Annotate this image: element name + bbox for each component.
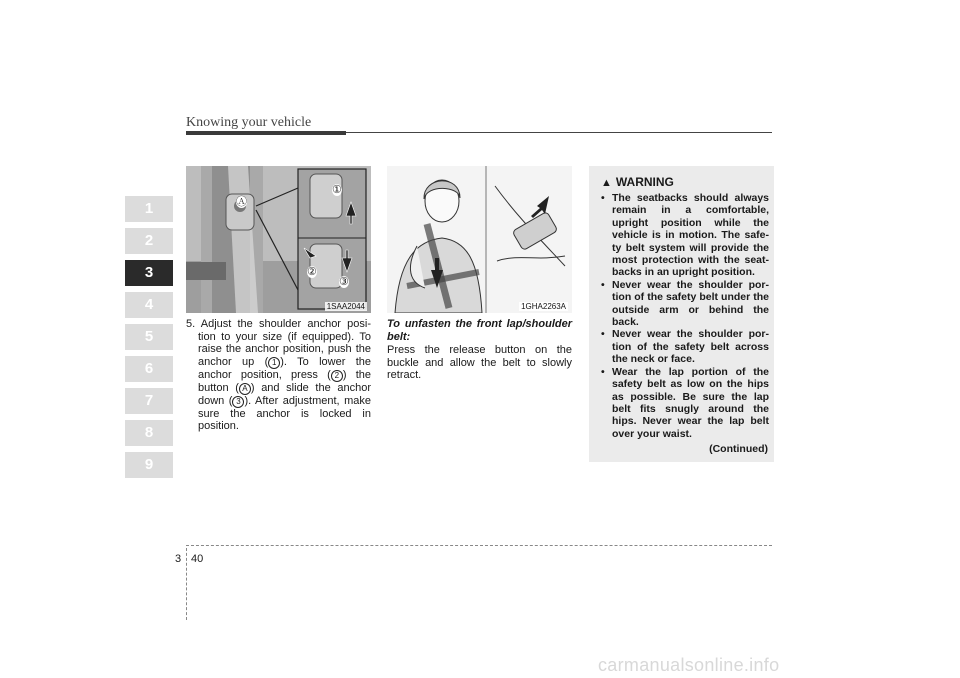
warning-list: [601, 192, 769, 440]
footer-rule: [186, 545, 772, 546]
circled-number-icon: 3: [232, 396, 244, 408]
warning-item: • Wear the lap portion of the safety belt as low on the hips as possible. Be sure the lap belt fits snugly around the hips. Never wear the lap belt over your waist.: [601, 366, 769, 440]
section-heading: To unfasten the front lap/shoulder belt:: [387, 318, 572, 343]
chapter-tab-4[interactable]: 4: [125, 292, 173, 318]
chapter-tab-9[interactable]: 9: [125, 452, 173, 478]
chapter-tab-7[interactable]: 7: [125, 388, 173, 414]
warning-item: • The seatbacks should always remain in a comfortable, upright position while the vehicle is in motion. The safe-ty belt system will provide the most protection with the seat-backs in an upright position.: [601, 192, 769, 279]
unfasten-belt-figure: [387, 166, 572, 313]
figure-code: 1GHA2263A: [521, 302, 566, 311]
unfasten-belt-illustration: [387, 166, 572, 313]
chapter-tab-8[interactable]: 8: [125, 420, 173, 446]
warning-triangle-icon: ▲: [601, 177, 612, 189]
warning-item: • Never wear the shoulder por-tion of the safety belt under the outside arm or behind the back.: [601, 279, 769, 329]
chapter-tabs: [125, 196, 173, 484]
chapter-tab-3[interactable]: 3: [125, 260, 173, 286]
figure-code: 1SAA2044: [326, 302, 365, 311]
footer-divider: [186, 548, 187, 620]
section-body: Press the release button on the buckle and allow the belt to slowly retract.: [387, 344, 572, 382]
shoulder-anchor-figure: [186, 166, 371, 313]
circled-letter-icon: A: [239, 383, 251, 395]
footer-page-number: 40: [191, 553, 204, 565]
shoulder-anchor-illustration: [186, 166, 371, 313]
warning-header: [601, 175, 674, 189]
chapter-tab-1[interactable]: 1: [125, 196, 173, 222]
circled-number-icon: 2: [331, 370, 343, 382]
unfasten-section: [387, 318, 572, 382]
warning-box: [589, 166, 774, 462]
chapter-tab-6[interactable]: 6: [125, 356, 173, 382]
step-5-text: 5. Adjust the shoulder anchor posi-tion to your size (if equipped). To raise the anchor position, push the anchor up ( 1 ). To lower the anchor position, press ( 2 ) the button ( A ) and slide the anchor down ( 3 ). After adjustment, make sure the anchor is locked in position.: [186, 318, 371, 433]
callout-1-icon: ①: [332, 184, 342, 196]
chapter-tab-5[interactable]: 5: [125, 324, 173, 350]
warning-title: WARNING: [615, 175, 674, 189]
chapter-tab-2[interactable]: 2: [125, 228, 173, 254]
callout-a-icon: Ⓐ: [236, 196, 247, 208]
footer-chapter-number: 3: [175, 553, 182, 565]
callout-3-icon: ③: [339, 276, 349, 288]
circled-number-icon: 1: [268, 357, 280, 369]
header-bar: [186, 131, 346, 135]
continued-label: (Continued): [709, 443, 768, 455]
callout-2-icon: ②: [307, 266, 317, 278]
header-title: Knowing your vehicle: [186, 115, 312, 130]
warning-item: • Never wear the shoulder por-tion of the safety belt across the neck or face.: [601, 328, 769, 365]
watermark: carmanualsonline.info: [598, 655, 780, 675]
